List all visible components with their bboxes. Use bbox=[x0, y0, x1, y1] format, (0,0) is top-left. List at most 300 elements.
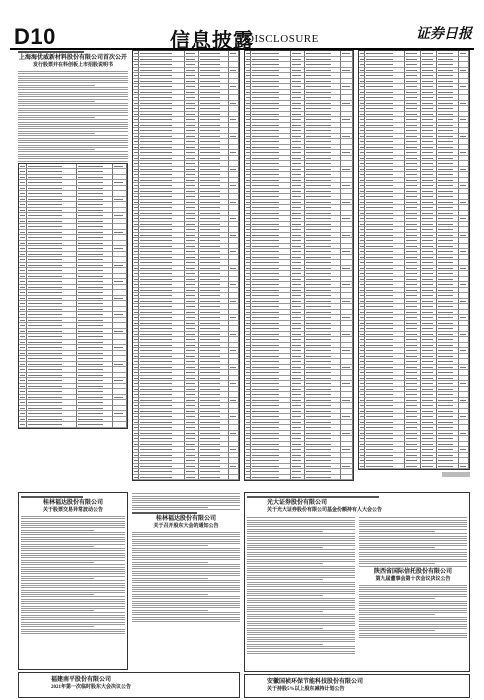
text-line bbox=[359, 531, 435, 532]
text-line bbox=[247, 545, 355, 546]
text-line bbox=[132, 610, 208, 611]
section-title: 信息披露 bbox=[170, 30, 254, 52]
text-line bbox=[359, 563, 435, 564]
text-line bbox=[18, 85, 95, 86]
text-line bbox=[359, 533, 467, 534]
text-line bbox=[18, 158, 128, 159]
text-line bbox=[21, 557, 125, 558]
notice-block-everbright bbox=[244, 492, 470, 672]
notice-body bbox=[359, 585, 467, 639]
text-line bbox=[132, 594, 208, 595]
text-line bbox=[132, 601, 240, 602]
text-line bbox=[132, 502, 240, 503]
text-line bbox=[21, 603, 125, 604]
table-column-4 bbox=[358, 50, 470, 490]
text-line bbox=[18, 101, 95, 102]
table-cell bbox=[77, 422, 113, 428]
notice-title: 陕西省国际信托股份有限公司 bbox=[373, 568, 452, 575]
text-line bbox=[359, 566, 467, 567]
text-line bbox=[247, 584, 355, 585]
text-line bbox=[21, 521, 125, 522]
text-line bbox=[247, 531, 323, 532]
text-line bbox=[247, 552, 355, 553]
text-line bbox=[359, 635, 467, 636]
text-line bbox=[132, 578, 208, 579]
text-line bbox=[21, 592, 125, 593]
text-line bbox=[359, 547, 435, 548]
text-line bbox=[132, 539, 240, 540]
text-line bbox=[18, 80, 128, 81]
text-line bbox=[247, 549, 355, 550]
text-line bbox=[247, 536, 355, 537]
text-line bbox=[132, 493, 240, 494]
text-line bbox=[132, 589, 240, 590]
text-line bbox=[247, 618, 355, 619]
text-line bbox=[247, 586, 355, 587]
text-line bbox=[359, 601, 467, 602]
text-line bbox=[21, 532, 125, 533]
text-line bbox=[359, 637, 467, 638]
text-line bbox=[247, 524, 355, 525]
text-line bbox=[18, 82, 128, 83]
text-line bbox=[132, 607, 240, 608]
text-line bbox=[359, 556, 467, 557]
table-cell bbox=[251, 475, 291, 481]
text-line bbox=[247, 595, 323, 596]
page-number: D10 bbox=[14, 24, 56, 49]
text-line bbox=[247, 572, 355, 573]
text-line bbox=[18, 87, 128, 88]
text-line bbox=[21, 544, 125, 545]
table-cell bbox=[291, 475, 305, 481]
text-line bbox=[21, 624, 125, 625]
text-line bbox=[21, 534, 125, 535]
text-line bbox=[132, 555, 240, 556]
text-line bbox=[247, 575, 355, 576]
text-line bbox=[132, 566, 240, 567]
section-title-en: DISCLOSURE bbox=[246, 33, 319, 45]
text-line bbox=[247, 547, 323, 548]
text-line bbox=[359, 540, 467, 541]
text-line bbox=[21, 619, 125, 620]
text-line bbox=[21, 608, 125, 609]
text-line bbox=[18, 154, 128, 155]
text-line bbox=[21, 548, 125, 549]
table-cell bbox=[437, 464, 459, 470]
text-line bbox=[132, 507, 208, 508]
text-line bbox=[21, 629, 125, 630]
text-line bbox=[18, 71, 128, 72]
text-line bbox=[21, 626, 94, 627]
text-line bbox=[247, 639, 355, 640]
text-line bbox=[359, 554, 467, 555]
text-line bbox=[247, 625, 355, 626]
text-line bbox=[132, 559, 240, 560]
text-line bbox=[21, 530, 94, 531]
text-line bbox=[18, 135, 128, 136]
text-line bbox=[132, 543, 240, 544]
text-line bbox=[21, 562, 94, 563]
text-line bbox=[247, 582, 355, 583]
text-line bbox=[21, 633, 125, 634]
text-line bbox=[21, 523, 125, 524]
text-line bbox=[132, 585, 240, 586]
notice-title: 福建南平股份有限公司 bbox=[51, 677, 112, 683]
text-line bbox=[247, 529, 355, 530]
notice-table bbox=[358, 50, 470, 470]
text-line bbox=[247, 630, 355, 631]
text-line bbox=[132, 605, 240, 606]
text-line bbox=[359, 617, 467, 618]
table-cell bbox=[229, 475, 239, 481]
text-line bbox=[247, 644, 323, 645]
text-line bbox=[132, 598, 240, 599]
text-line bbox=[21, 518, 125, 519]
text-line bbox=[247, 602, 355, 603]
notice-meta bbox=[132, 512, 197, 514]
notice-subtitle: 2021年第一次临时股东大会决议公告 bbox=[51, 685, 132, 690]
table-cell bbox=[199, 475, 229, 481]
text-line bbox=[132, 621, 240, 622]
text-line bbox=[359, 529, 467, 530]
text-line bbox=[247, 646, 355, 647]
text-line bbox=[247, 641, 355, 642]
text-line bbox=[359, 520, 467, 521]
notice-column-1 bbox=[18, 50, 128, 460]
text-line bbox=[359, 552, 467, 553]
text-line bbox=[18, 110, 128, 111]
text-line bbox=[359, 594, 467, 595]
text-line bbox=[18, 96, 128, 97]
text-line bbox=[247, 568, 355, 569]
text-line bbox=[247, 589, 355, 590]
text-line bbox=[247, 556, 355, 557]
text-line bbox=[21, 576, 125, 577]
text-line bbox=[359, 628, 467, 629]
newspaper-logo: 证券日报 bbox=[416, 27, 472, 42]
text-line bbox=[132, 617, 240, 618]
text-line bbox=[132, 505, 240, 506]
text-line bbox=[247, 634, 355, 635]
text-line bbox=[359, 633, 467, 634]
notice-subtitle: 关于持股5%以上股东减持计划公告 bbox=[267, 687, 345, 692]
notice-block-fuda-2 bbox=[132, 492, 240, 670]
text-line bbox=[18, 138, 128, 139]
text-line bbox=[21, 606, 125, 607]
text-line bbox=[247, 623, 355, 624]
table-cell bbox=[305, 475, 341, 481]
text-line bbox=[247, 607, 355, 608]
text-line bbox=[21, 585, 125, 586]
text-line bbox=[247, 579, 323, 580]
text-line bbox=[359, 626, 467, 627]
text-line bbox=[21, 516, 125, 517]
text-line bbox=[132, 619, 240, 620]
text-line bbox=[359, 589, 467, 590]
text-line bbox=[18, 99, 128, 100]
text-line bbox=[21, 631, 125, 632]
text-line bbox=[247, 632, 355, 633]
text-line bbox=[359, 524, 467, 525]
text-line bbox=[359, 608, 467, 609]
text-line bbox=[18, 117, 95, 118]
text-line bbox=[18, 119, 128, 120]
text-line bbox=[247, 628, 323, 629]
text-line bbox=[132, 534, 240, 535]
notice-title: 桂林福达股份有限公司 bbox=[155, 515, 216, 522]
notice-subtitle: 发行股票并在科创板上市招股说明书 bbox=[32, 63, 113, 68]
text-line bbox=[132, 612, 240, 613]
text-line bbox=[21, 541, 125, 542]
text-line bbox=[359, 587, 467, 588]
text-line bbox=[132, 596, 240, 597]
text-line bbox=[18, 140, 128, 141]
table-cell bbox=[139, 475, 185, 481]
notice-title: 安徽国祯环保节能科技股份有限公司 bbox=[267, 679, 364, 685]
text-line bbox=[18, 128, 128, 129]
text-line bbox=[132, 564, 240, 565]
text-line bbox=[18, 122, 128, 123]
notice-subtitle: 关于光大证券股份有限公司基金份额持有人大会公告 bbox=[267, 508, 383, 513]
text-line bbox=[132, 548, 240, 549]
text-line bbox=[132, 580, 240, 581]
text-line bbox=[21, 596, 125, 597]
text-line bbox=[359, 630, 435, 631]
text-line bbox=[132, 552, 240, 553]
text-line bbox=[132, 509, 240, 510]
text-line bbox=[247, 598, 355, 599]
text-line bbox=[21, 583, 125, 584]
text-line bbox=[359, 619, 467, 620]
text-line bbox=[247, 577, 355, 578]
text-line bbox=[18, 147, 128, 148]
text-line bbox=[132, 532, 240, 533]
table-cell bbox=[459, 464, 469, 470]
text-line bbox=[247, 563, 323, 564]
text-line bbox=[247, 593, 355, 594]
text-line bbox=[247, 600, 355, 601]
table-cell bbox=[421, 464, 437, 470]
text-line bbox=[247, 559, 355, 560]
text-line bbox=[247, 554, 355, 555]
text-line bbox=[359, 585, 467, 586]
table-cell bbox=[405, 464, 421, 470]
text-line bbox=[359, 545, 467, 546]
notice-body bbox=[132, 532, 240, 623]
text-line bbox=[18, 161, 128, 162]
text-line bbox=[132, 496, 240, 497]
table-cell bbox=[365, 464, 405, 470]
notice-block-fuda-1 bbox=[18, 492, 128, 670]
notice-block-nanping bbox=[18, 672, 240, 698]
table-column-3 bbox=[244, 50, 354, 490]
text-line bbox=[21, 612, 125, 613]
text-line bbox=[247, 648, 355, 649]
text-line bbox=[18, 92, 128, 93]
text-line bbox=[247, 540, 355, 541]
text-line bbox=[247, 611, 323, 612]
text-line bbox=[247, 566, 355, 567]
text-line bbox=[18, 76, 128, 77]
table-cell bbox=[19, 422, 27, 428]
table-cell bbox=[341, 475, 353, 481]
notice-body bbox=[247, 516, 355, 655]
text-line bbox=[21, 573, 125, 574]
text-line bbox=[132, 568, 240, 569]
text-line bbox=[132, 571, 240, 572]
text-line bbox=[247, 522, 355, 523]
text-line bbox=[359, 610, 467, 611]
notice-subtitle: 关于召开股东大会的通知公告 bbox=[153, 523, 219, 529]
text-line bbox=[247, 517, 355, 518]
text-line bbox=[21, 587, 125, 588]
text-line bbox=[18, 112, 128, 113]
text-line bbox=[21, 537, 125, 538]
text-line bbox=[359, 526, 467, 527]
notice-title: 桂林福达股份有限公司 bbox=[42, 500, 103, 506]
signature-block bbox=[442, 472, 470, 477]
notice-subtitle: 第九届董事会第十次会议决议公告 bbox=[375, 576, 451, 582]
table-cell bbox=[185, 475, 199, 481]
text-line bbox=[18, 133, 95, 134]
table-cell bbox=[27, 422, 77, 428]
notice-body bbox=[359, 517, 467, 566]
text-line bbox=[21, 578, 94, 579]
text-line bbox=[21, 539, 125, 540]
text-line bbox=[359, 536, 467, 537]
text-line bbox=[247, 605, 355, 606]
text-line bbox=[21, 615, 125, 616]
text-line bbox=[359, 549, 467, 550]
text-line bbox=[359, 538, 467, 539]
text-line bbox=[21, 594, 94, 595]
text-line bbox=[359, 598, 435, 599]
text-line bbox=[247, 533, 355, 534]
table-column-2 bbox=[132, 50, 240, 490]
text-line bbox=[132, 582, 240, 583]
text-line bbox=[359, 605, 467, 606]
notice-title: 上海海优威新材料股份有限公司首次公开 bbox=[18, 55, 127, 61]
text-line bbox=[18, 142, 128, 143]
text-line bbox=[359, 621, 467, 622]
text-line bbox=[18, 78, 128, 79]
text-line bbox=[132, 562, 208, 563]
text-line bbox=[247, 538, 355, 539]
text-line bbox=[21, 560, 125, 561]
text-line bbox=[247, 653, 355, 654]
text-line bbox=[359, 591, 467, 592]
text-line bbox=[18, 108, 128, 109]
text-line bbox=[132, 587, 240, 588]
text-line bbox=[21, 599, 125, 600]
text-line bbox=[132, 591, 240, 592]
text-line bbox=[18, 131, 128, 132]
text-line bbox=[18, 151, 128, 152]
text-line bbox=[247, 570, 355, 571]
text-line bbox=[18, 149, 95, 150]
notice-block-guozhen bbox=[244, 674, 470, 698]
text-line bbox=[132, 550, 240, 551]
text-line bbox=[21, 590, 125, 591]
notice-body bbox=[132, 493, 240, 510]
text-line bbox=[132, 500, 240, 501]
text-line bbox=[18, 115, 128, 116]
text-line bbox=[359, 522, 467, 523]
text-line bbox=[359, 603, 467, 604]
notice-body bbox=[21, 516, 125, 634]
text-line bbox=[359, 596, 467, 597]
notice-table bbox=[244, 50, 354, 481]
text-line bbox=[21, 571, 125, 572]
text-line bbox=[21, 525, 125, 526]
text-line bbox=[21, 601, 125, 602]
notice-meta bbox=[21, 496, 83, 498]
text-line bbox=[18, 156, 128, 157]
text-line bbox=[21, 550, 125, 551]
text-line bbox=[359, 559, 467, 560]
notice-body bbox=[18, 71, 128, 162]
text-line bbox=[247, 609, 355, 610]
text-line bbox=[21, 610, 94, 611]
text-line bbox=[359, 614, 435, 615]
text-line bbox=[247, 526, 355, 527]
text-line bbox=[21, 622, 125, 623]
text-line bbox=[359, 624, 467, 625]
table-cell bbox=[113, 422, 127, 428]
page-header bbox=[10, 22, 474, 50]
text-line bbox=[18, 73, 128, 74]
text-line bbox=[132, 545, 208, 546]
text-line bbox=[21, 580, 125, 581]
text-line bbox=[21, 546, 94, 547]
text-line bbox=[18, 89, 128, 90]
text-line bbox=[18, 94, 128, 95]
text-line bbox=[21, 569, 125, 570]
text-line bbox=[18, 103, 128, 104]
text-line bbox=[359, 612, 467, 613]
text-line bbox=[247, 520, 355, 521]
notice-title: 光大证券股份有限公司 bbox=[267, 500, 328, 506]
text-line bbox=[247, 621, 355, 622]
notice-meta bbox=[247, 496, 379, 498]
text-line bbox=[132, 575, 240, 576]
text-line bbox=[247, 651, 355, 652]
notice-subtitle: 关于股票交易异常波动公告 bbox=[42, 508, 103, 513]
text-line bbox=[21, 553, 125, 554]
text-line bbox=[18, 126, 128, 127]
text-line bbox=[247, 637, 355, 638]
text-line bbox=[132, 603, 240, 604]
text-line bbox=[21, 555, 125, 556]
notice-meta bbox=[18, 51, 84, 53]
text-line bbox=[247, 614, 355, 615]
text-line bbox=[132, 536, 240, 537]
text-line bbox=[247, 616, 355, 617]
text-line bbox=[359, 543, 467, 544]
text-line bbox=[247, 591, 355, 592]
text-line bbox=[18, 145, 128, 146]
text-line bbox=[132, 614, 240, 615]
text-line bbox=[18, 105, 128, 106]
text-line bbox=[359, 517, 467, 518]
text-line bbox=[21, 527, 125, 528]
text-line bbox=[21, 617, 125, 618]
text-line bbox=[21, 564, 125, 565]
text-line bbox=[247, 561, 355, 562]
text-line bbox=[21, 567, 125, 568]
text-line bbox=[132, 573, 240, 574]
text-line bbox=[132, 557, 240, 558]
